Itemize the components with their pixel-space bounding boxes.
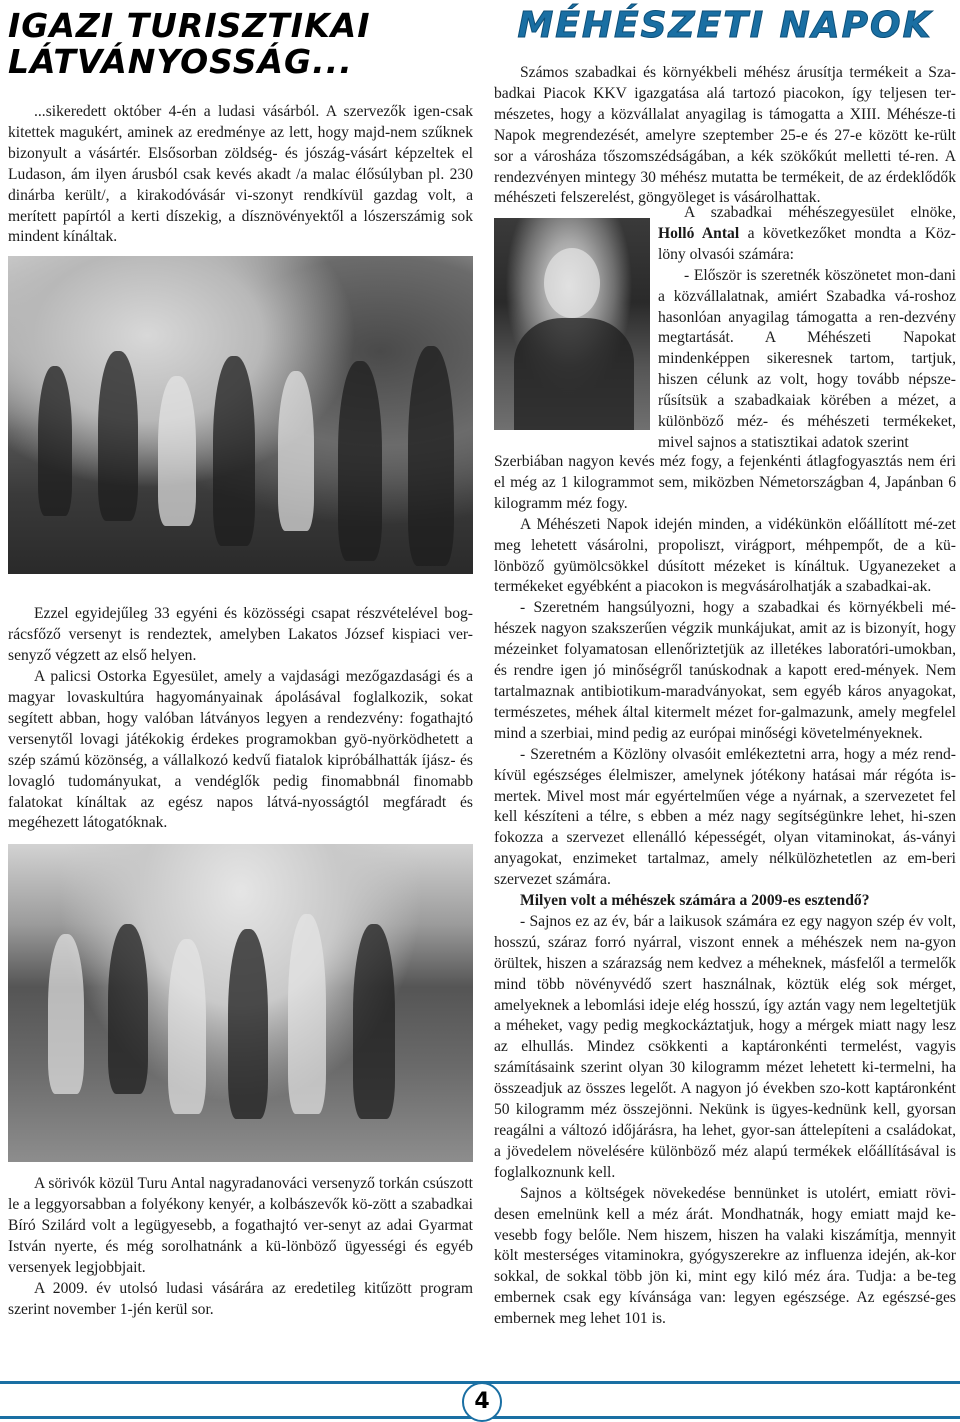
right-continuation	[494, 452, 956, 1330]
right-p5: - Sajnos ez az év, bár a laikusok számára ez egy nagyon szép év volt, hosszú, száraz forró nyárral, viszont ennek a méhészek nem na-gyon örültek, hiszen a szárazság nem kedvez a méheknek, másfelől a termelők mind több növényvédő szert használnak, köztük elég sok mérget, amelyeknek a lebomlási ideje elég hosszú, így aztán vagy nem legeltetjük a méheket, vagy pedig megkockáztatjuk, hogy a mérgek miatt nagy lesz az elhullás. Mindez csökkenti a kaptáronkénti termelést, vagyis számításaink szerint olyan 30 kilogramm mézet lehetett ki-termelni, ha összeadjuk az összes legelőt. A nagyon jó években szo-kott kaptáronként 50 kilogramm méz összejönni. Nekünk is ügyes-kednünk kell, gyorsan reagálni a változó időjárásra, ha lehet, gyor-san áttelepíteni a családokat, a jövedelem növelésére különböző méz alapú termékek előállításával is foglalkoznunk kell.	[494, 912, 956, 1181]
market-crowd-photo	[8, 256, 473, 574]
right-article	[494, 0, 956, 209]
right-intro: Számos szabadkai és környékbeli méhész árusítja termékeit a Sza-badkai Piacok KKV igazgatása alá tartozó piacokon, így teljesen ter-mészetes, hogy a közvállalat anyagilag is támogatta a XIII. Méhésze-ti Napok megrendezését, amelyre szeptember 25-e és 27-e között ke-rült sor a városháza tőszomszédságában, a kék szökőkút melletti té-ren. A rendezvényen mintegy 30 méhész mutatta be termékeit, de az érdeklődők méhészeti felszerelést, göngyöleget is vásárolhattak.	[494, 64, 956, 207]
interview-lead-b: a következőket mondta a Köz-löny olvasói számára:	[658, 224, 957, 263]
left-intro: ...sikeredett október 4-én a ludasi vásárból. A szervezők igen-csak kitettek magukért, aminek az eredménye az lett, hogy majd-nem szűknek bizonyult a vásártér. Elsősorban zöldség- és jószág-vásárt képzeltek el Ludason, ám ilyen árusból csak kevés akadt /a malac élősúlyban pl. 230 dinárba került/, a kirakodóvásár vi-szonyt rendkívül gazdag volt, a merített papírtól a kerti díszekig, a dísznövényektől a lószerszámig sok mindent kínáltak.	[8, 103, 473, 246]
left-p2: Ezzel egyidejűleg 33 egyéni és közösségi csapat részvételével bog-rácsfőző versenyt is rendeztek, amelyben Lakatos József kispiaci ver-senyző végzett az első helyen.	[8, 605, 473, 665]
interview-wrap: - Először is szeretnék köszönetet mon-dani a közvállalatnak, amiért Szabadka vá-roshoz hasonlóan anyagilag támogatta a ren-dezvény megtartását. A Méhészeti Napokat mindenképpen sikeresnek tartom, tartjuk, hiszen célunk az volt, hogy tovább népsze-rűsítsük a szabadkaiak körében a mézet, a különböző méz- és méhészeti termékeket, mivel sajnos a statisztikai adatok szerint	[658, 266, 956, 451]
interviewee-name: Holló Antal	[658, 224, 740, 242]
right-p4: - Szeretném a Közlöny olvasóit emlékeztetni arra, hogy a méz rend-kívül egészséges élelmiszer, amelynek jótékony hatásai már régóta is-mertek. Mivel most már egyértelműen vége a nyárnak, a szervezetet fel kell készíteni a télre, s ebben a méz nagy segítségünkre lehet, hi-szen fokozza a szervezet ellenálló képességét, olyan vitaminokat, ás-ványi anyagokat, enzimeket tartalmaz, amely nélkülözhetetlen az em-beri szervezet számára.	[494, 745, 956, 889]
right-p3: - Szeretném hangsúlyozni, hogy a szabadkai és környékbeli mé-hészek nagyon szakszerűen végzik munkájukat, amit az is bizonyít, hogy mézeinket folyamatosan ellenőriztetjük az illetékes laboratóri-umokban, és rendre igen jó minőségről tanúskodnak a kapott ered-mények. Nem tartalmaznak antibiotikum-maradványokat, sem egyéb káros anyagokat, természetes, méhek által kitermelt mézet for-galmazunk, amely megfelel mind a szerbiai, mind pedig az európai minőségi követelményeknek.	[494, 599, 956, 742]
interview-lead	[658, 203, 956, 266]
interview-intro	[658, 203, 956, 454]
competition-photo	[8, 844, 473, 1162]
right-p2: A Méhészeti Napok idején minden, a vidékünkön előállított mé-zet meg lehetett vásárolni, propoliszt, virágport, méhpempőt, de a kü-lönböző gyümölcsökkel dúsított mézeket is kínáltuk. Ugyanezeket a termékeket egyébként a piacokon is megvásárolhatják a szabadkai-ak.	[494, 515, 956, 596]
left-article	[8, 0, 473, 1321]
left-p5: A 2009. év utolsó ludasi vásárára az eredetileg kitűzött program szerint november 1-jén kerül sor.	[8, 1279, 473, 1318]
right-headline: MÉHÉSZETI NAPOK	[517, 5, 933, 46]
interview-lead-a: A szabadkai méhészegyesület elnöke,	[684, 204, 956, 221]
page-footer	[0, 1381, 960, 1419]
question-text: Milyen volt a méhészek számára a 2009-es esztendő?	[520, 892, 870, 910]
right-cont: Szerbiában nagyon kevés méz fogy, a fejenkénti átlagfogyasztás nem éri el még az 1 kilogrammot sem, miközben Németországban 4, Japánban 6 kilogramm méz fogy.	[494, 453, 956, 512]
left-headline: IGAZI TURISZTIKAI LÁTVÁNYOSSÁG...	[8, 6, 371, 81]
interview-question	[494, 891, 956, 912]
left-p4: A sörivók közül Turu Antal nagyradanováci versenyző torkán csúszott le a leggyorsabban a folyékony kenyér, a kolbászevők kö-zött a szabadkai Bíró Szilárd volt a legügyesebb, a fogathajtó ver-senyt az adai Gyarmat István nyerte, és még sorolhatnánk a kü-lönböző ügyességi és egyéb versenyek legjobbjait.	[8, 1175, 473, 1276]
portrait-photo	[494, 218, 650, 430]
left-p3: A palicsi Ostorka Egyesület, amely a vajdasági mezőgazdasági és a magyar lovaskultúra hagyományainak ápolásával foglalkozik, sokat segített abban, hogy valóban látványos legyen a rendezvény: fogathajtó versenytől lovagi játékokig érdekes programokban gyö-nyörködhetett a szép számú közönség, a vállalkozó kedvű fiatalok kipróbálhatták íjász- és lovagló tudományukat, a vendéglők pedig finomabbnál finomabb falatokat kínáltak az egész napos látvá-nyosságtól megfáradt és megéhezett látogatóknak.	[8, 668, 473, 832]
page-number: 4	[462, 1382, 502, 1422]
right-p6: Sajnos a költségek növekedése bennünket is utolért, emiatt rövi-desen emelnünk kell a méz árát. Mondhatnák, hogy emiatt majd ke-vesebb fogy belőle. Nem hiszem, hiszen ha valaki kiszámítja, mennyit költ mesterséges vitaminokra, gyógyszerekre az influenza idején, ak-kor sokkal, de sokkal több jön ki, mint egy kiló méz ára. Tudja: a be-teg embernek csak egy kívánsága van: legyen egészsége. Az egészsé-ges embernek meg lehet 101 is.	[494, 1184, 956, 1328]
